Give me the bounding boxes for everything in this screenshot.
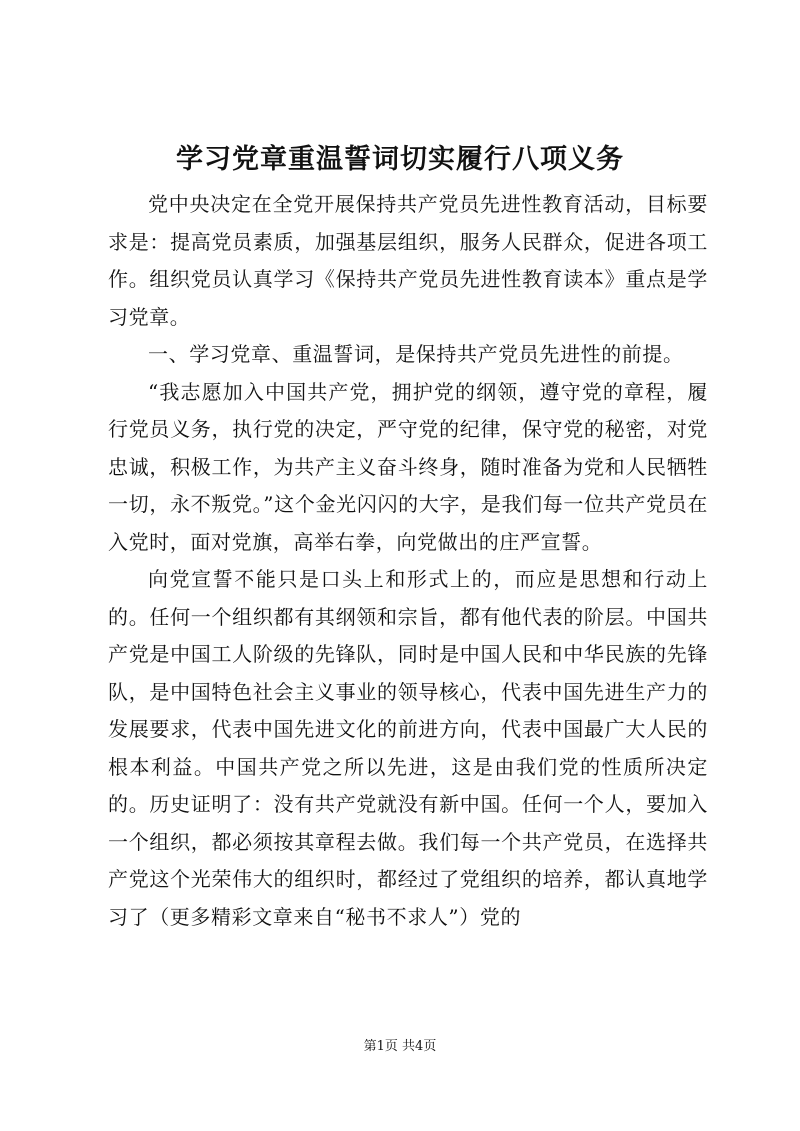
document-body	[108, 186, 708, 936]
paragraph-oath-meaning: 向党宣誓不能只是口头上和形式上的，而应是思想和行动上的。任何一个组织都有其纲领和宗旨，都有他代表的阶层。中国共产党是中国工人阶级的先锋队，同时是中国人民和中华民族的先锋队，是中国特色社会主义事业的领导核心，代表中国先进生产力的发展要求，代表中国先进文化的前进方向，代表中国最广大人民的根本利益。中国共产党之所以先进，这是由我们党的性质所决定的。历史证明了：没有共产党就没有新中国。任何一个人，要加入一个组织，都必须按其章程去做。我们每一个共产党员，在选择共产党这个光荣伟大的组织时，都经过了党组织的培养，都认真地学习了（更多精彩文章来自“秘书不求人”）党的	[108, 567, 708, 929]
paragraph-intro: 党中央决定在全党开展保持共产党员先进性教育活动，目标要求是：提高党员素质，加强基层组织，服务人民群众，促进各项工作。组织党员认真学习《保持共产党员先进性教育读本》重点是学习党章。	[108, 192, 708, 329]
page-footer: 第1页 共4页	[363, 1039, 437, 1054]
page-title: 学习党章重温誓词切实履行八项义务	[176, 144, 624, 175]
paragraph-section-heading: 一、学习党章、重温誓词，是保持共产党员先进性的前提。	[148, 342, 684, 366]
paragraph-oath: “我志愿加入中国共产党，拥护党的纲领，遵守党的章程，履行党员义务，执行党的决定，严守党的纪律，保守党的秘密，对党忠诚，积极工作，为共产主义奋斗终身，随时准备为党和人民牺牲一切，永不叛党。”这个金光闪闪的大字，是我们每一位共产党员在入党时，面对党旗，高举右拳，向党做出的庄严宣誓。	[108, 379, 708, 554]
